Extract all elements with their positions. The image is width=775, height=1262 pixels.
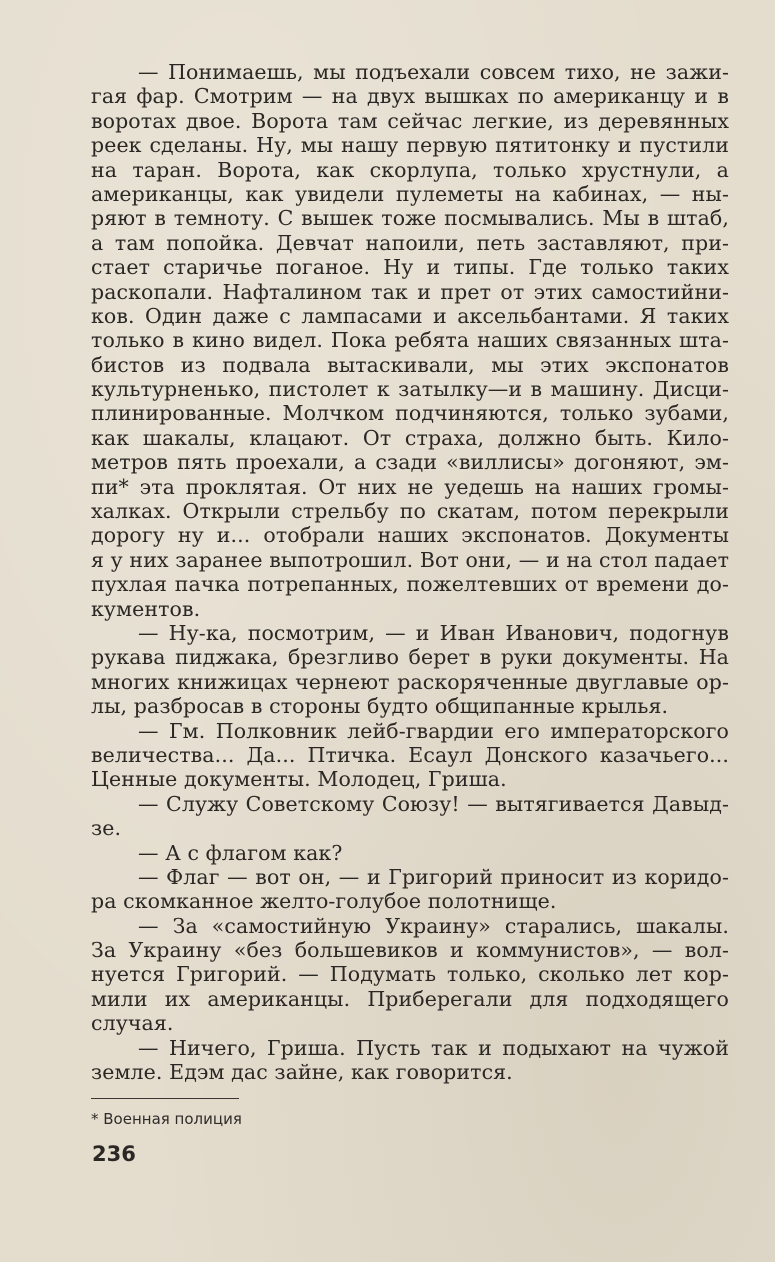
text-line: рукава пиджака, брезгливо берет в руки документы. На [91,645,729,670]
footnote-divider [91,1098,239,1099]
text-line: как шакалы, клацают. От страха, должно быть. Кило- [91,425,729,450]
text-line: только в кино видел. Пока ребята наших связанных шта- [91,328,729,353]
text-line: бистов из подвала вытаскивали, мы этих экспонатов [91,352,729,377]
text-line: раскопали. Нафталином так и прет от этих самостийни- [91,279,729,304]
text-line: — Служу Советскому Союзу! — вытягивается Давыд- [138,791,729,816]
text-line: дорогу ну и... отобрали наших экспонатов. Документы [91,523,729,548]
text-line: стает старичье поганое. Ну и типы. Где только таких [91,255,729,280]
text-line: лы, разбросав в стороны будто общипанные крылья. [91,694,669,719]
text-line: — За «самостийную Украину» старались, шакалы. [138,913,729,938]
text-line: — Понимаешь, мы подъехали совсем тихо, не зажи- [138,60,729,84]
text-line: — Флаг — вот он, — и Григорий приносит из коридо- [138,864,729,889]
text-line: культурненько, пистолет к затылку—и в машину. Дисци- [91,377,729,402]
text-line: многих книжицах чернеют раскоряченные двуглавые ор- [91,669,729,694]
text-line: ков. Один даже с лампасами и аксельбантами. Я таких [91,303,729,328]
text-line: земле. Едэм дас зайне, как говорится. [91,1060,513,1085]
text-line: За Украину «без большевиков и коммунистов», — вол- [91,938,729,963]
text-line: ра скомканное желто-голубое полотнище. [91,889,557,914]
page-number: 236 [92,1142,136,1166]
text-line: нуется Григорий. — Подумать только, сколько лет кор- [91,962,729,987]
text-line: на таран. Ворота, как скорлупа, только хрустнули, а [91,157,729,182]
text-line: воротах двое. Ворота там сейчас легкие, из деревянных [91,108,729,133]
text-line: — Гм. Полковник лейб-гвардии его императорского [138,718,729,743]
text-line: я у них заранее выпотрошил. Вот они, — и на стол падает [91,547,730,572]
text-line: кументов. [91,596,201,621]
text-line: халках. Открыли стрельбу по скатам, потом перекрыли [91,499,729,524]
text-line: мили их американцы. Приберегали для подходящего [91,986,729,1011]
main-text [91,60,729,1084]
text-line: американцы, как увидели пулеметы на кабинах, — ны- [91,181,729,206]
text-line: пи* эта проклятая. От них не уедешь на наших громы- [91,474,729,499]
text-line: случая. [91,1011,174,1036]
text-line: — А с флагом как? [138,840,343,865]
text-line: реек сделаны. Ну, мы нашу первую пятитонку и пустили [91,133,729,158]
text-line: ряют в темноту. С вышек тоже посмывались. Мы в штаб, [91,206,729,231]
text-line: а там попойка. Девчат напоили, петь заставляют, при- [91,230,729,255]
text-line: — Ничего, Гриша. Пусть так и подыхают на чужой [138,1035,729,1060]
text-line: плинированные. Молчком подчиняются, только зубами, [91,401,729,426]
text-line: пухлая пачка потрепанных, пожелтевших от времени до- [91,572,729,597]
text-line: метров пять проехали, а сзади «виллисы» догоняют, эм- [91,450,729,475]
text-line: гая фар. Смотрим — на двух вышках по американцу и в [91,84,729,109]
text-line: зе. [91,816,122,841]
footnote: * Военная полиция [91,1110,242,1128]
text-line: величества... Да... Птичка. Есаул Донского казачьего... [91,742,729,767]
text-line: Ценные документы. Молодец, Гриша. [91,767,507,792]
text-line: — Ну-ка, посмотрим, — и Иван Иванович, подогнув [138,620,729,645]
